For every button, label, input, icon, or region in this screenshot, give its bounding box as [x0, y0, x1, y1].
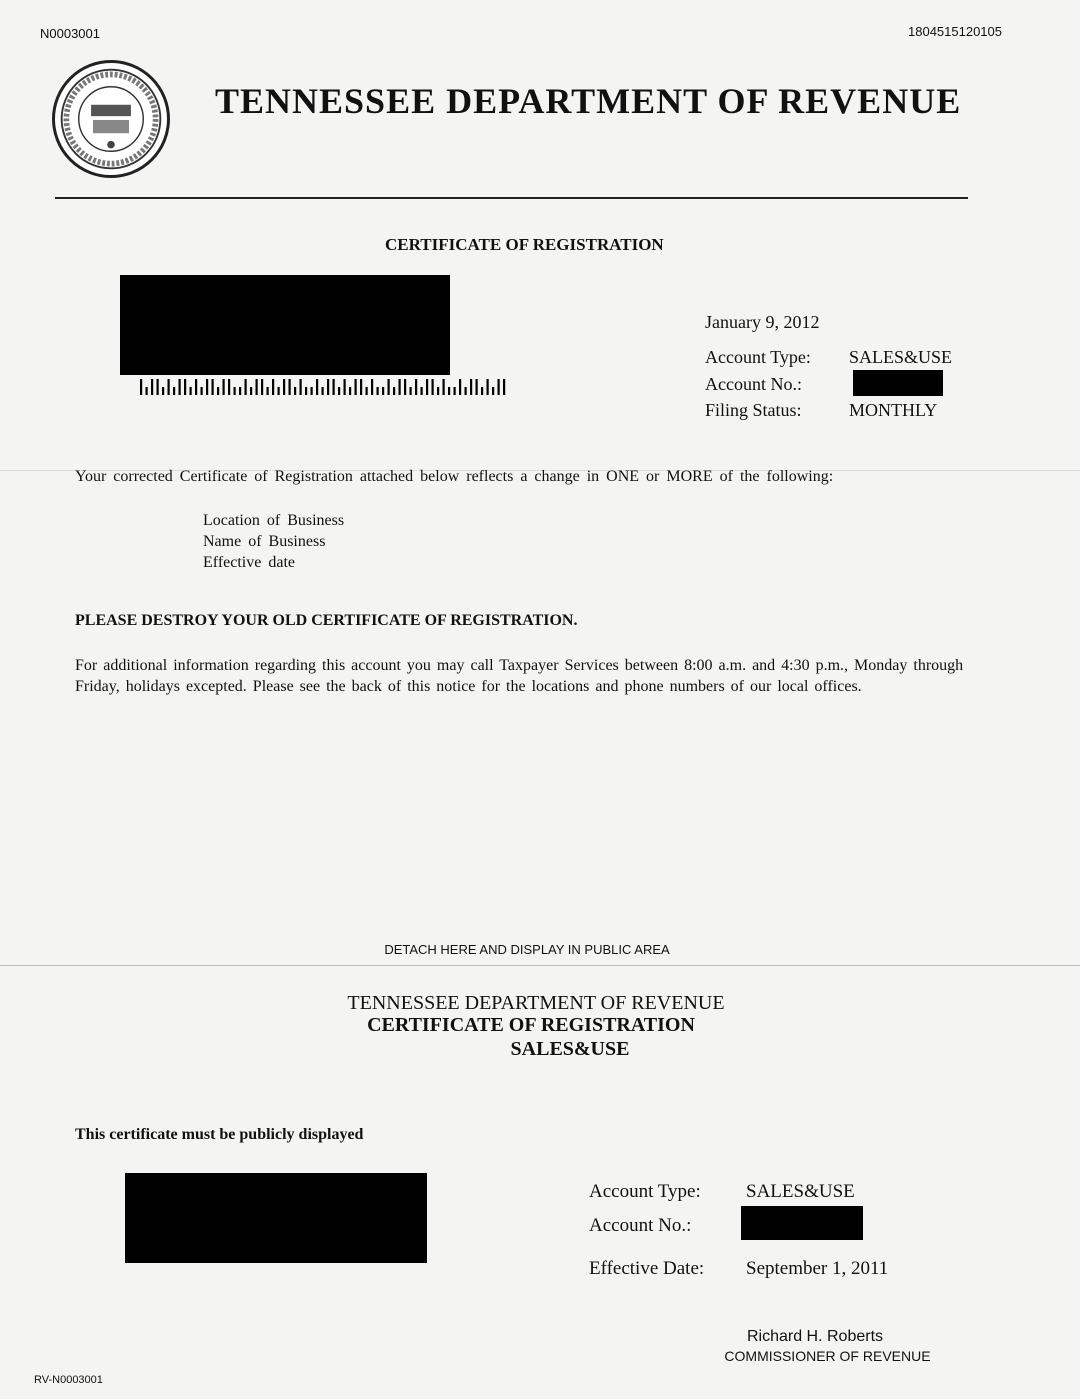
- barcode-bar: [465, 387, 467, 395]
- barcode-bar: [448, 387, 450, 395]
- effective-date-label: Effective Date:: [589, 1258, 705, 1279]
- barcode-bar: [432, 379, 434, 395]
- barcode-bar: [481, 387, 483, 395]
- barcode-bar: [250, 387, 252, 395]
- barcode-bar: [487, 379, 489, 395]
- title-divider: [55, 197, 968, 199]
- certificate-department: TENNESSEE DEPARTMENT OF REVENUE: [347, 992, 725, 1014]
- barcode-bar: [278, 387, 280, 395]
- barcode-bar: [201, 387, 203, 395]
- barcode-bar: [443, 379, 445, 395]
- effective-date-value: September 1, 2011: [746, 1258, 889, 1279]
- barcode-bar: [399, 379, 401, 395]
- barcode-bar: [393, 387, 395, 395]
- barcode-bar: [470, 379, 472, 395]
- barcode-bar: [184, 379, 186, 395]
- redacted-account-number: [853, 370, 943, 396]
- department-title: TENNESSEE DEPARTMENT OF REVENUE: [215, 81, 962, 121]
- barcode-bar: [426, 379, 428, 395]
- barcode-bar: [195, 379, 197, 395]
- barcode-bar: [498, 379, 500, 395]
- barcode-bar: [283, 379, 285, 395]
- tracking-number: 1804515120105: [908, 24, 1002, 39]
- redacted-cert-account-number: [741, 1206, 863, 1240]
- commissioner-name: Richard H. Roberts: [746, 1328, 884, 1345]
- barcode-bar: [294, 387, 296, 395]
- barcode-bar: [228, 379, 230, 395]
- barcode-bar: [316, 379, 318, 395]
- account-number-label: Account No.:: [705, 374, 802, 394]
- change-intro: Your corrected Certificate of Registration attached below reflects a change in ONE or MORE of the following:: [75, 468, 834, 485]
- form-code: RV-N0003001: [34, 1374, 103, 1386]
- certificate-title: CERTIFICATE OF REGISTRATION: [367, 1014, 695, 1036]
- barcode-bar: [333, 379, 335, 395]
- barcode-bar: [459, 379, 461, 395]
- filing-status-value: MONTHLY: [849, 400, 938, 420]
- barcode-bar: [217, 387, 219, 395]
- barcode-bar: [410, 387, 412, 395]
- barcode-bar: [157, 379, 159, 395]
- barcode-bar: [140, 379, 142, 395]
- barcode-bar: [404, 379, 406, 395]
- doc-code: N0003001: [40, 26, 100, 41]
- state-seal-icon: [52, 60, 170, 178]
- barcode-bar: [151, 379, 153, 395]
- barcode-bar: [300, 379, 302, 395]
- barcode-bar: [239, 387, 241, 395]
- barcode-bar: [261, 379, 263, 395]
- barcode-bar: [366, 387, 368, 395]
- account-type-label: Account Type:: [705, 347, 811, 367]
- barcode-bar: [476, 379, 478, 395]
- barcode-bar: [245, 379, 247, 395]
- barcode-bar: [492, 387, 494, 395]
- barcode-bar: [146, 387, 148, 395]
- barcode-bar: [377, 387, 379, 395]
- barcode-bar: [503, 379, 505, 395]
- notice-date: January 9, 2012: [705, 312, 820, 332]
- barcode-bar: [322, 387, 324, 395]
- barcode-bar: [272, 379, 274, 395]
- barcode-bar: [162, 387, 164, 395]
- display-notice: This certificate must be publicly displayed: [75, 1126, 364, 1143]
- barcode-bar: [415, 379, 417, 395]
- barcode-bar: [267, 387, 269, 395]
- certificate-heading: CERTIFICATE OF REGISTRATION: [385, 235, 664, 254]
- contact-info: For additional information regarding this account you may call Taxpayer Services between 8:00 a.m. and 4:30 p.m., Monday through Friday, holidays excepted. Please see the back of this notice for the locations and phone numbers of our local offices.: [75, 657, 964, 695]
- barcode-bar: [437, 387, 439, 395]
- barcode-bar: [388, 379, 390, 395]
- barcode-bar: [256, 379, 258, 395]
- barcode-bar: [360, 379, 362, 395]
- barcode-bar: [179, 379, 181, 395]
- change-item: Location of Business: [203, 512, 345, 529]
- change-list: [203, 510, 344, 573]
- barcode-bar: [344, 379, 346, 395]
- barcode-bar: [327, 379, 329, 395]
- barcode-bar: [173, 387, 175, 395]
- barcode-bar: [382, 387, 384, 395]
- postal-barcode: [140, 377, 515, 397]
- cert-account-type-label: Account Type:: [589, 1181, 701, 1202]
- barcode-bar: [234, 387, 236, 395]
- barcode-bar: [355, 379, 357, 395]
- detach-perforation: [0, 965, 1080, 966]
- barcode-bar: [311, 387, 313, 395]
- barcode-bar: [349, 387, 351, 395]
- redacted-business-name: [125, 1173, 427, 1263]
- barcode-bar: [421, 387, 423, 395]
- certificate-type: SALES&USE: [510, 1038, 630, 1060]
- barcode-bar: [190, 387, 192, 395]
- change-item: Effective date: [203, 554, 295, 571]
- barcode-bar: [371, 379, 373, 395]
- barcode-bar: [454, 387, 456, 395]
- destroy-notice: PLEASE DESTROY YOUR OLD CERTIFICATE OF REGISTRATION.: [75, 612, 578, 629]
- cert-account-type-value: SALES&USE: [746, 1181, 855, 1202]
- redacted-address: [120, 275, 450, 375]
- barcode-bar: [289, 379, 291, 395]
- account-type-value: SALES&USE: [849, 347, 953, 367]
- barcode-bar: [206, 379, 208, 395]
- barcode-bar: [223, 379, 225, 395]
- detach-instruction: DETACH HERE AND DISPLAY IN PUBLIC AREA: [384, 942, 670, 957]
- cert-account-number-label: Account No.:: [589, 1215, 692, 1236]
- change-item: Name of Business: [203, 533, 326, 550]
- barcode-bar: [305, 387, 307, 395]
- commissioner-title: COMMISSIONER OF REVENUE: [724, 1348, 931, 1364]
- barcode-bar: [212, 379, 214, 395]
- filing-status-label: Filing Status:: [705, 400, 802, 420]
- barcode-bar: [168, 379, 170, 395]
- barcode-bar: [338, 387, 340, 395]
